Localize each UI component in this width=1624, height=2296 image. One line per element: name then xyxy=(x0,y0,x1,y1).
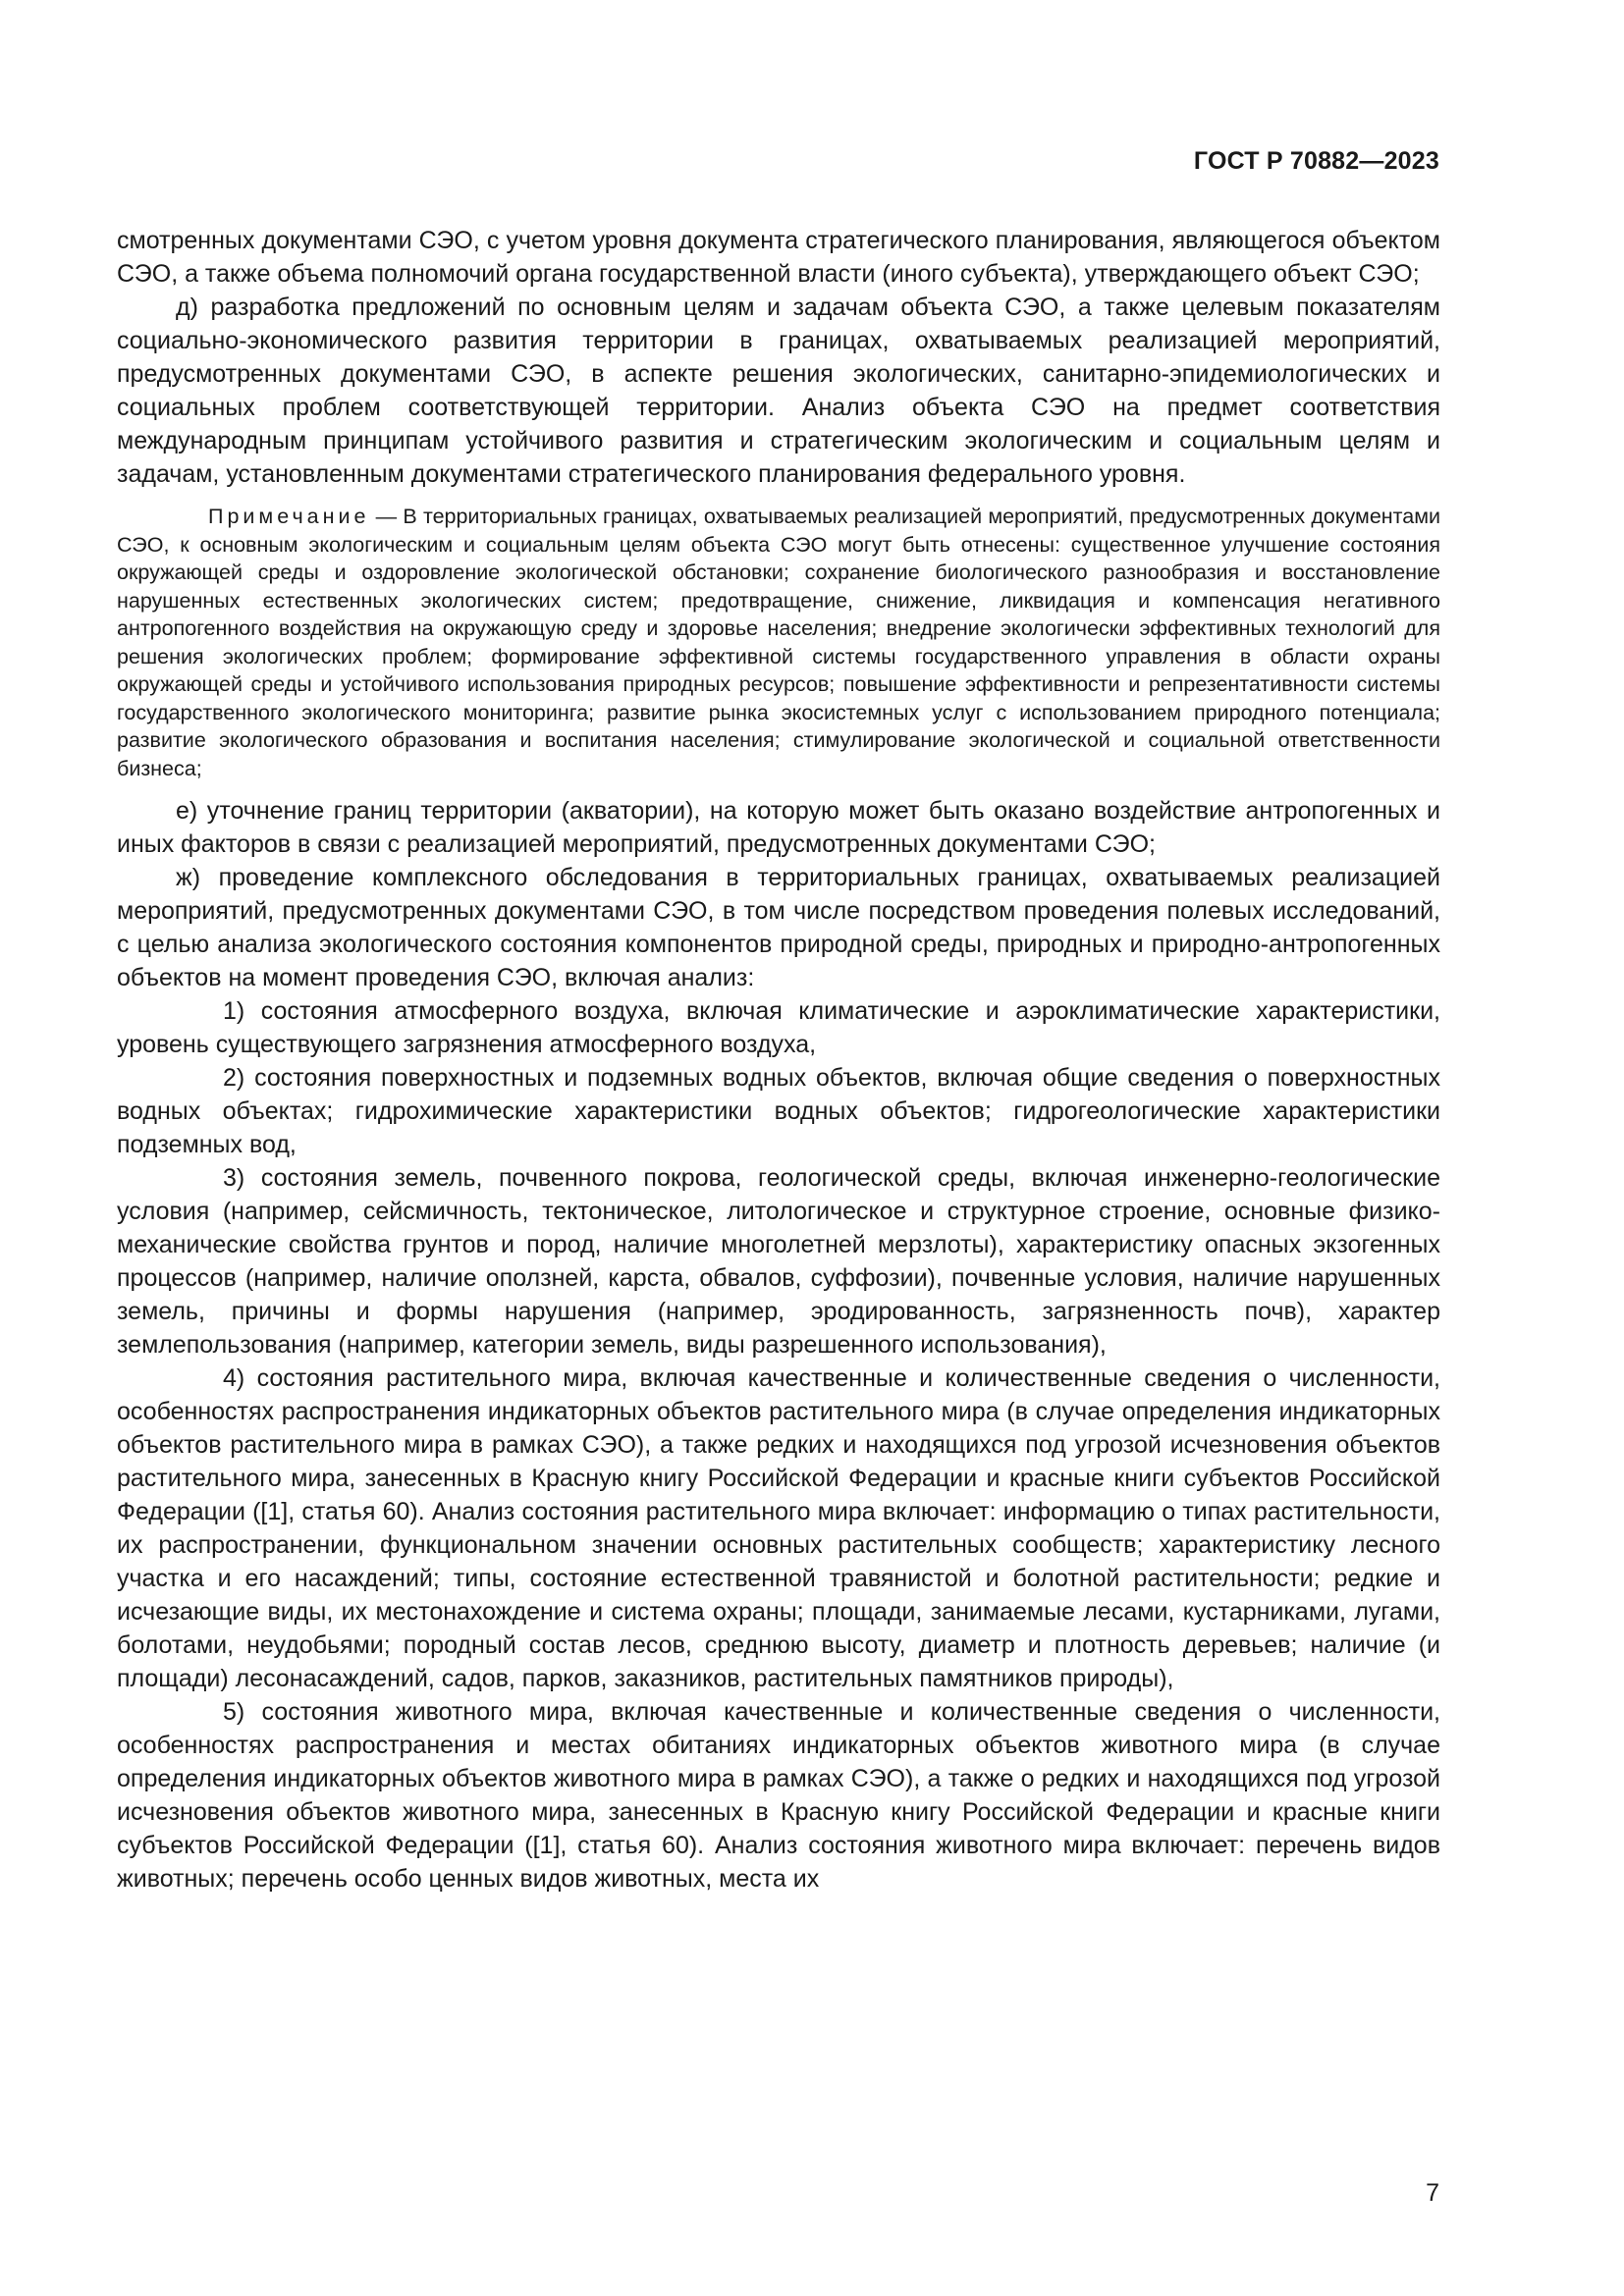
subitem-4: 4) состояния растительного мира, включая качественные и количественные сведения о численности, особенностях распространения индикаторных объектов растительного мира (в случае определения индикаторных объектов растительного мира в рамках СЭО), а также редких и находящихся под угрозой исчезновения объектов растительного мира, занесенных в Красную книгу Российской Федерации и красные книги субъектов Российской Федерации ([1], статья 60). Анализ состояния растительного мира включает: информацию о типах растительности, их распространении, функциональном значении основных растительных сообществ; характеристику лесного участка и его насаждений; типы, состояние естественной травянистой и болотной растительности; редкие и исчезающие виды, их местонахождение и система охраны; площади, занимаемые лесами, кустарниками, лугами, болотами, неудобьями; породный состав лесов, среднюю высоту, диаметр и плотность деревьев; наличие (и площади) лесонасаждений, садов, парков, заказников, растительных памятников природы), xyxy=(117,1364,1440,1692)
subitem-2: 2) состояния поверхностных и подземных водных объектов, включая общие сведения о поверхностных водных объектах; гидрохимические характеристики водных объектов; гидрогеологические характеристики подземных вод, xyxy=(117,1064,1440,1158)
subitem-5: 5) состояния животного мира, включая качественные и количественные сведения о численности, особенностях распространения и местах обитаниях индикаторных объектов животного мира (в случае определения индикаторных объектов животного мира в рамках СЭО), а также о редких и находящихся под угрозой исчезновения объектов животного мира, занесенных в Красную книгу Российской Федерации и красные книги субъектов Российской Федерации ([1], статья 60). Анализ состояния животного мира включает: перечень видов животных; перечень особо ценных видов животных, места их xyxy=(117,1698,1440,1893)
document-body xyxy=(117,224,1440,1896)
note-block xyxy=(117,503,1440,782)
standard-designation: ГОСТ Р 70882—2023 xyxy=(1193,147,1439,175)
subitem-3: 3) состояния земель, почвенного покрова, геологической среды, включая инженерно-геологические условия (например, сейсмичность, тектоническое, литологическое и структурное строение, основные физико-механические свойства грунтов и пород, наличие многолетней мерзлоты), характеристику опасных экзогенных процессов (например, наличие оползней, карста, обвалов, суффозии), почвенные условия, наличие нарушенных земель, причины и формы нарушения (например, эродированность, загрязненность почв), характер землепользования (например, категории земель, виды разрешенного использования), xyxy=(117,1164,1440,1359)
subitem-1: 1) состояния атмосферного воздуха, включая климатические и аэроклиматические характеристики, уровень существующего загрязнения атмосферного воздуха, xyxy=(117,997,1440,1058)
paragraph-item-zh: ж) проведение комплексного обследования в территориальных границах, охватываемых реализацией мероприятий, предусмотренных документами СЭО, в том числе посредством проведения полевых исследований, с целью анализа экологического состояния компонентов природной среды, природных и природно-антропогенных объектов на момент проведения СЭО, включая анализ: xyxy=(117,864,1440,991)
note-text: — В территориальных границах, охватываемых реализацией мероприятий, предусмотренных документами СЭО, к основным экологическим и социальным целям объекта СЭО могут быть отнесены: существенное улучшение состояния окружающей среды и оздоровление экологической обстановки; сохранение биологического разнообразия и восстановление нарушенных естественных экологических систем; предотвращение, снижение, ликвидация и компенсация негативного антропогенного воздействия на окружающую среду и здоровье населения; внедрение экологически эффективных технологий для решения экологических проблем; формирование эффективной системы государственного управления в области охраны окружающей среды и устойчивого использования природных ресурсов; повышение эффективности и репрезентативности системы государственного экологического мониторинга; развитие рынка экосистемных услуг с использованием природного потенциала; развитие экологического образования и воспитания населения; стимулирование экологической и социальной ответственности бизнеса; xyxy=(117,505,1440,780)
note-label: Примечание xyxy=(208,505,370,528)
page-number: 7 xyxy=(1426,2179,1439,2207)
paragraph-item-d: д) разработка предложений по основным целям и задачам объекта СЭО, а также целевым показателям социально-экономического развития территории в границах, охватываемых реализацией мероприятий, предусмотренных документами СЭО, в аспекте решения экологических, санитарно-эпидемиологических и социальных проблем соответствующей территории. Анализ объекта СЭО на предмет соответствия международным принципам устойчивого развития и стратегическим экологическим и социальным целям и задачам, установленным документами стратегического планирования федерального уровня. xyxy=(117,294,1440,488)
paragraph-continuation: смотренных документами СЭО, с учетом уровня документа стратегического планирования, являющегося объектом СЭО, а также объема полномочий органа государственной власти (иного субъекта), утверждающего объект СЭО; xyxy=(117,227,1440,288)
paragraph-item-e: е) уточнение границ территории (акватории), на которую может быть оказано воздействие антропогенных и иных факторов в связи с реализацией мероприятий, предусмотренных документами СЭО; xyxy=(117,797,1440,858)
